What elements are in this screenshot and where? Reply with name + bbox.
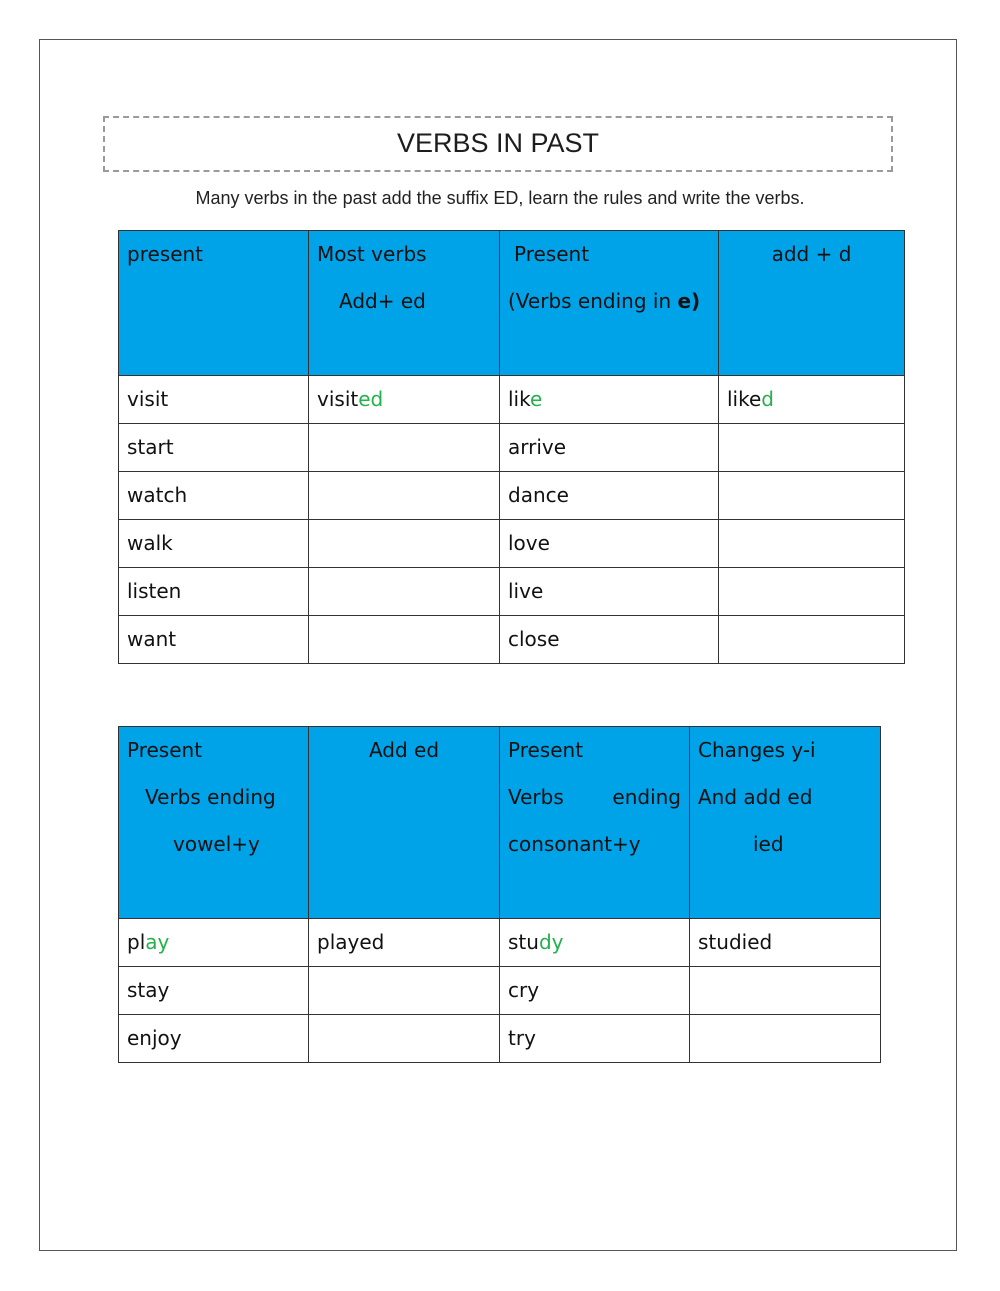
cell-e-verb: dance: [500, 472, 719, 520]
table-row: [119, 1015, 881, 1063]
answer-cell[interactable]: [719, 568, 905, 616]
header-present-e: Present (Verbs ending in e): [500, 231, 719, 376]
table-row: [119, 424, 905, 472]
table-row: [119, 919, 881, 967]
instruction-text: Many verbs in the past add the suffix ED, learn the rules and write the verbs.: [195, 188, 805, 208]
header-present: present: [119, 231, 309, 376]
cell-consonant-y: try: [500, 1015, 690, 1063]
cell-present: visit: [119, 376, 309, 424]
table-row: [119, 568, 905, 616]
table-header-row: [119, 727, 881, 919]
cell-present: listen: [119, 568, 309, 616]
answer-cell[interactable]: [309, 424, 500, 472]
cell-present: walk: [119, 520, 309, 568]
table-row: [119, 472, 905, 520]
cell-e-verb: live: [500, 568, 719, 616]
answer-cell[interactable]: [309, 616, 500, 664]
answer-cell[interactable]: [719, 472, 905, 520]
header-add-d: add + d: [719, 231, 905, 376]
cell-e-verb: love: [500, 520, 719, 568]
cell-e-past: liked: [719, 376, 905, 424]
cell-present: start: [119, 424, 309, 472]
answer-cell[interactable]: [690, 967, 881, 1015]
answer-cell[interactable]: [309, 472, 500, 520]
table-row: [119, 520, 905, 568]
header-consonant-y: Present Verbs ending consonant+y: [500, 727, 690, 919]
cell-present: watch: [119, 472, 309, 520]
table-row: [119, 967, 881, 1015]
answer-cell[interactable]: [309, 967, 500, 1015]
table-row: [119, 616, 905, 664]
answer-cell[interactable]: [719, 424, 905, 472]
y-verbs-table: [118, 726, 881, 1063]
cell-vowel-past: played: [309, 919, 500, 967]
table-row: [119, 376, 905, 424]
cell-vowel-y: enjoy: [119, 1015, 309, 1063]
cell-consonant-y: study: [500, 919, 690, 967]
header-add-ed: Add ed: [309, 727, 500, 919]
header-most-verbs: Most verbs Add+ ed: [309, 231, 500, 376]
cell-e-verb: like: [500, 376, 719, 424]
cell-vowel-y: stay: [119, 967, 309, 1015]
title-banner: [103, 116, 893, 172]
cell-e-verb: arrive: [500, 424, 719, 472]
cell-consonant-past: studied: [690, 919, 881, 967]
cell-present: want: [119, 616, 309, 664]
table-header-row: [119, 231, 905, 376]
regular-verbs-table: [118, 230, 905, 664]
cell-past: visited: [309, 376, 500, 424]
header-vowel-y: Present Verbs ending vowel+y: [119, 727, 309, 919]
cell-consonant-y: cry: [500, 967, 690, 1015]
header-changes-y-i: Changes y-i And add ed ied: [690, 727, 881, 919]
answer-cell[interactable]: [309, 568, 500, 616]
page-title: VERBS IN PAST: [396, 128, 600, 158]
answer-cell[interactable]: [309, 520, 500, 568]
cell-vowel-y: play: [119, 919, 309, 967]
answer-cell[interactable]: [719, 520, 905, 568]
answer-cell[interactable]: [690, 1015, 881, 1063]
cell-e-verb: close: [500, 616, 719, 664]
answer-cell[interactable]: [309, 1015, 500, 1063]
answer-cell[interactable]: [719, 616, 905, 664]
